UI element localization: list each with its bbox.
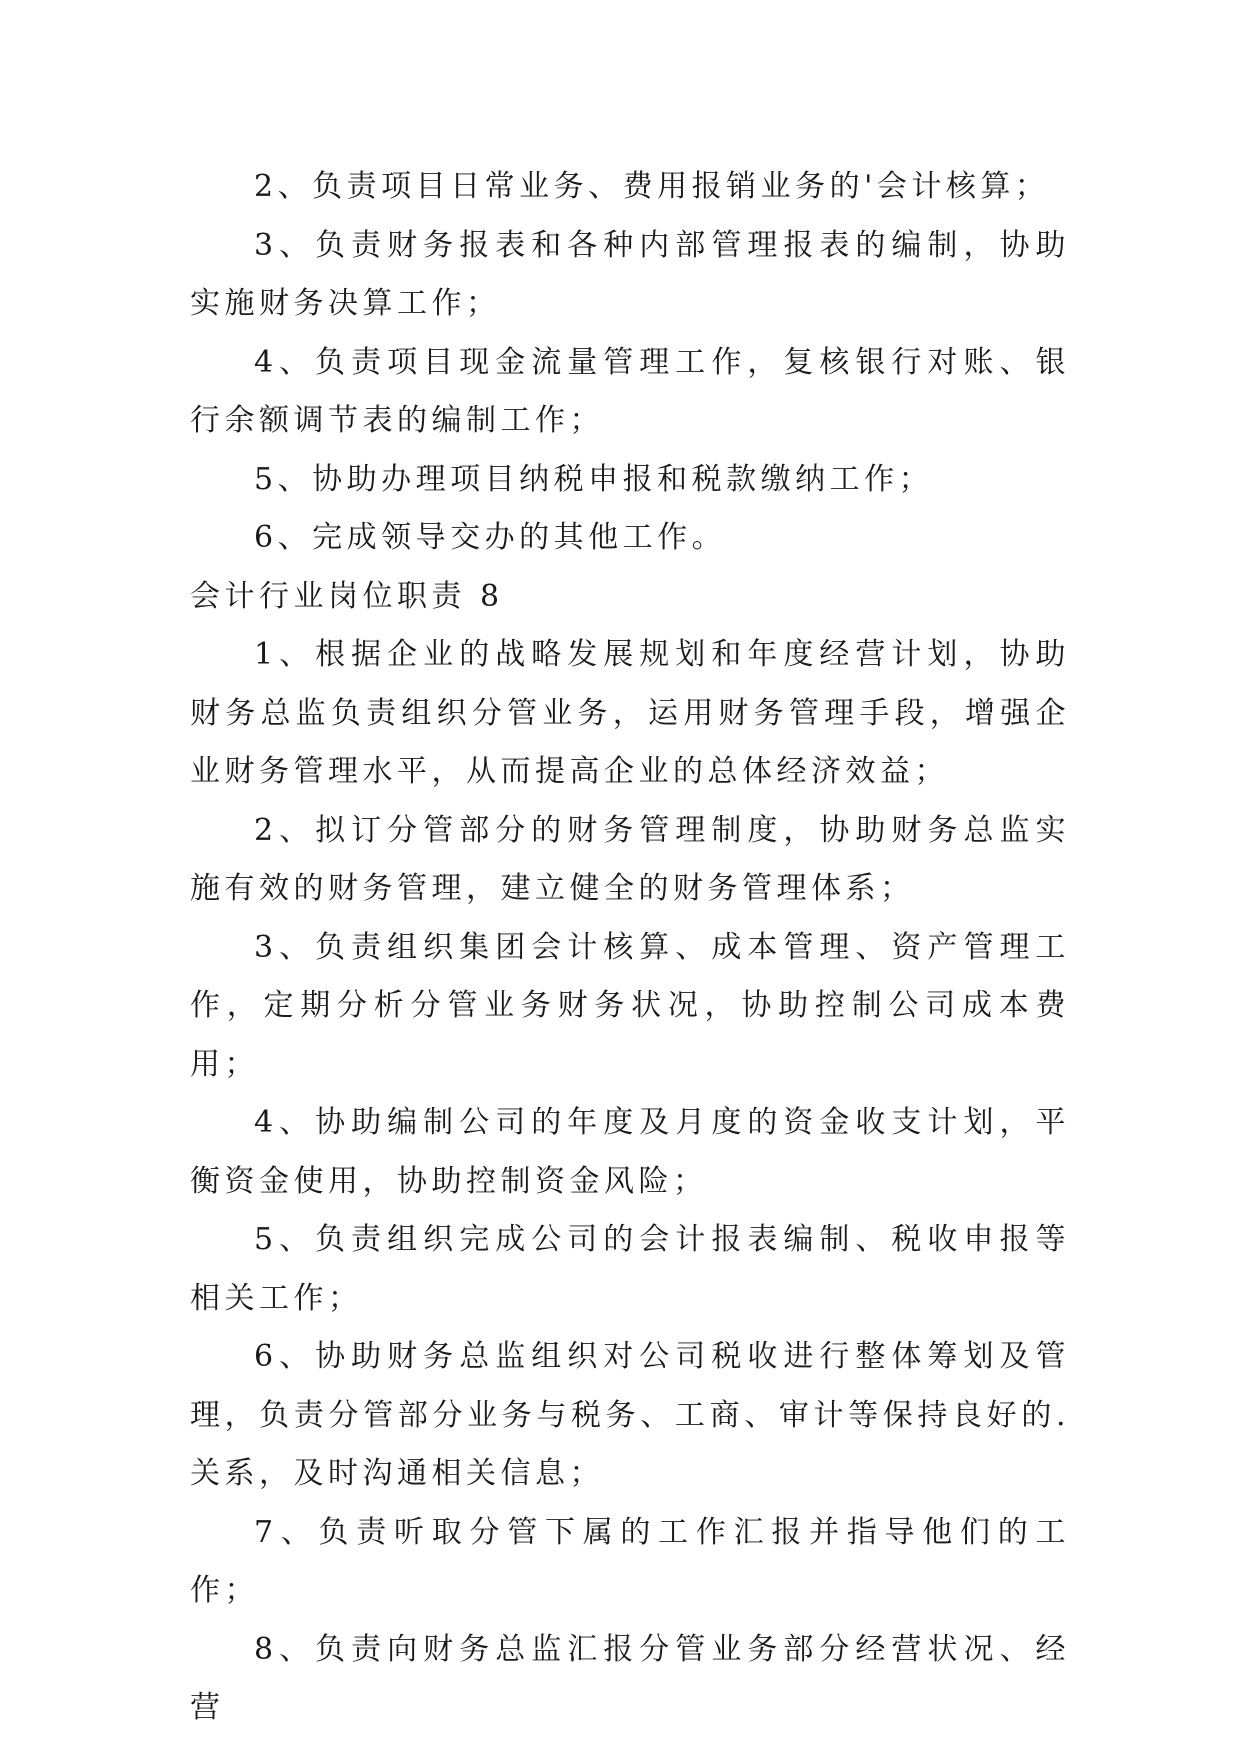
duty-item-5: 5、负责组织完成公司的会计报表编制、税收申报等相关工作； [190, 1222, 1070, 1316]
paragraph-item-6: 6、完成领导交办的其他工作。 [254, 520, 727, 555]
paragraph-item-4: 4、负责项目现金流量管理工作，复核银行对账、银行余额调节表的编制工作； [190, 344, 1070, 438]
paragraph-item-2: 2、负责项目日常业务、费用报销业务的'会计核算； [254, 169, 1050, 204]
duty-item-3: 3、负责组织集团会计核算、成本管理、资产管理工作，定期分析分管业务财务状况，协助控制公司成本费用； [190, 929, 1070, 1082]
duty-item-7: 7、负责听取分管下属的工作汇报并指导他们的工作； [190, 1514, 1070, 1608]
section-heading: 会计行业岗位职责 8 [190, 578, 504, 614]
duty-item-6: 6、协助财务总监组织对公司税收进行整体筹划及管理，负责分管部分业务与税务、工商、审计等保持良好的.关系，及时沟通相关信息； [190, 1339, 1070, 1491]
document-body [190, 158, 1070, 1738]
paragraph-item-5: 5、协助办理项目纳税申报和税款缴纳工作； [254, 461, 934, 497]
paragraph-item-3: 3、负责财务报表和各种内部管理报表的编制，协助实施财务决算工作； [190, 227, 1070, 321]
duty-item-2: 2、拟订分管部分的财务管理制度，协助财务总监实施有效的财务管理，建立健全的财务管理体系； [190, 812, 1070, 906]
duty-item-1: 1、根据企业的战略发展规划和年度经营计划，协助财务总监负责组织分管业务，运用财务管理手段，增强企业财务管理水平，从而提高企业的总体经济效益； [190, 637, 1070, 789]
duty-item-4: 4、协助编制公司的年度及月度的资金收支计划，平衡资金使用，协助控制资金风险； [190, 1105, 1070, 1199]
duty-item-8: 8、负责向财务总监汇报分管业务部分经营状况、经营 [190, 1631, 1070, 1725]
